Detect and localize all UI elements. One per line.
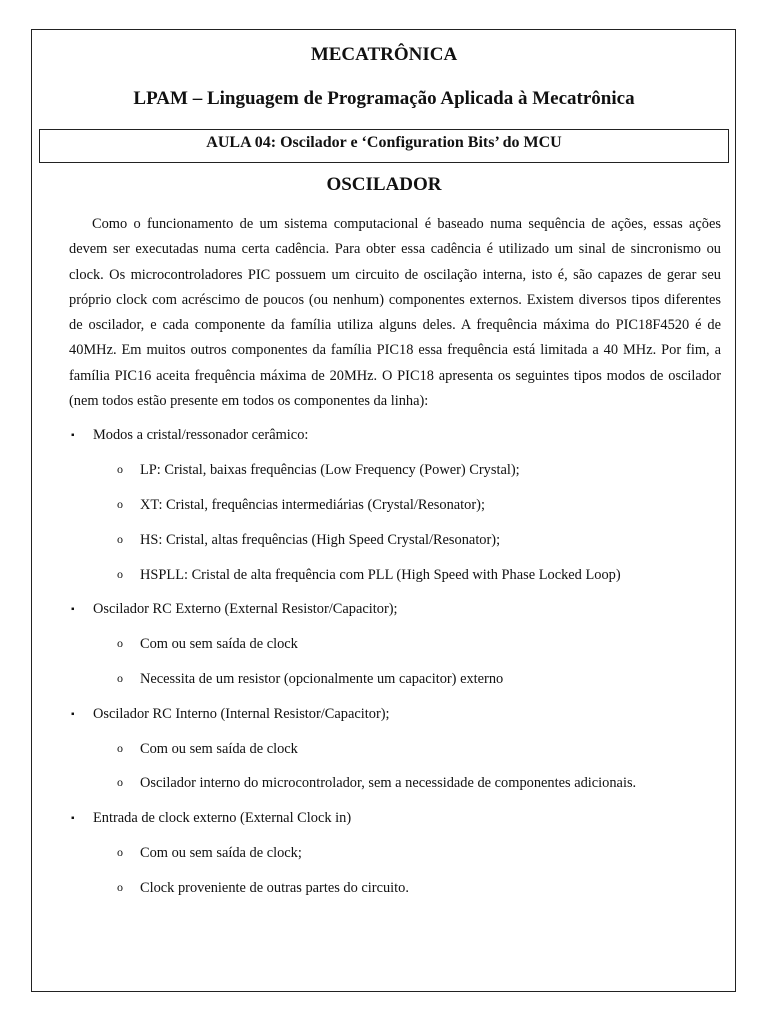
- sub-list-item-label: Com ou sem saída de clock: [140, 636, 298, 652]
- sub-marker: o: [117, 741, 123, 755]
- sub-marker: o: [117, 497, 123, 511]
- sub-list-item-label: Necessita de um resistor (opcionalmente um capacitor) externo: [140, 671, 504, 687]
- list-item-label: Entrada de clock externo (External Clock in): [93, 810, 352, 826]
- course-subtitle: LPAM – Linguagem de Programação Aplicada à Mecatrônica: [133, 88, 635, 109]
- list-item-label: Oscilador RC Externo (External Resistor/Capacitor);: [93, 601, 398, 617]
- section-title: OSCILADOR: [326, 174, 442, 195]
- sub-list-item-label: Clock proveniente de outras partes do circuito.: [140, 880, 409, 896]
- list-item-label: Modos a cristal/ressonador cerâmico:: [93, 427, 309, 443]
- bullet-marker: ▪: [71, 813, 75, 824]
- sub-marker: o: [117, 671, 123, 685]
- sub-marker: o: [117, 532, 123, 546]
- list-item-label: Oscilador RC Interno (Internal Resistor/Capacitor);: [93, 706, 390, 722]
- lesson-title: AULA 04: Oscilador e ‘Configuration Bits’ do MCU: [206, 134, 562, 151]
- sub-marker: o: [117, 880, 123, 894]
- sub-marker: o: [117, 462, 123, 476]
- sub-list-item-label: HS: Cristal, altas frequências (High Speed Crystal/Resonator);: [140, 532, 501, 548]
- bullet-marker: ▪: [71, 604, 75, 615]
- sub-list-item-label: Oscilador interno do microcontrolador, sem a necessidade de componentes adicionais.: [140, 775, 637, 791]
- sub-marker: o: [117, 845, 123, 859]
- sub-marker: o: [117, 775, 123, 789]
- bullet-marker: ▪: [71, 709, 75, 720]
- bullet-marker: ▪: [71, 430, 75, 441]
- course-title: MECATRÔNICA: [310, 44, 458, 65]
- intro-paragraph: Como o funcionamento de um sistema computacional é baseado numa sequência de ações, essas ações devem ser executadas numa certa cadência. Para obter essa cadência é utilizado um sinal de sincronismo ou clock. Os microcontroladores PIC possuem um circuito de oscilação interna, isto é, são capazes de gerar seu próprio clock com acréscimo de poucos (ou nenhum) componentes externos. Existem diversos tipos diferentes de oscilador, e cada componente da família utiliza alguns deles. A frequência máxima do PIC18F4520 é de 40MHz. Em muitos outros componentes da família PIC18 essa frequência está limitada a 40 MHz. Por fim, a família PIC16 aceita frequência máxima de 20MHz. O PIC18 apresenta os seguintes tipos modos de oscilador (nem todos estão presente em todos os componentes da linha):: [69, 216, 721, 410]
- sub-marker: o: [117, 636, 123, 650]
- lesson-title-box: [39, 129, 729, 163]
- sub-list-item-label: Com ou sem saída de clock: [140, 741, 298, 757]
- sub-list-item-label: LP: Cristal, baixas frequências (Low Frequency (Power) Crystal);: [140, 462, 520, 478]
- sub-list-item-label: Com ou sem saída de clock;: [140, 845, 302, 861]
- sub-marker: o: [117, 567, 123, 581]
- sub-list-item-label: HSPLL: Cristal de alta frequência com PLL (High Speed with Phase Locked Loop): [140, 567, 621, 583]
- sub-list-item-label: XT: Cristal, frequências intermediárias (Crystal/Resonator);: [140, 497, 485, 513]
